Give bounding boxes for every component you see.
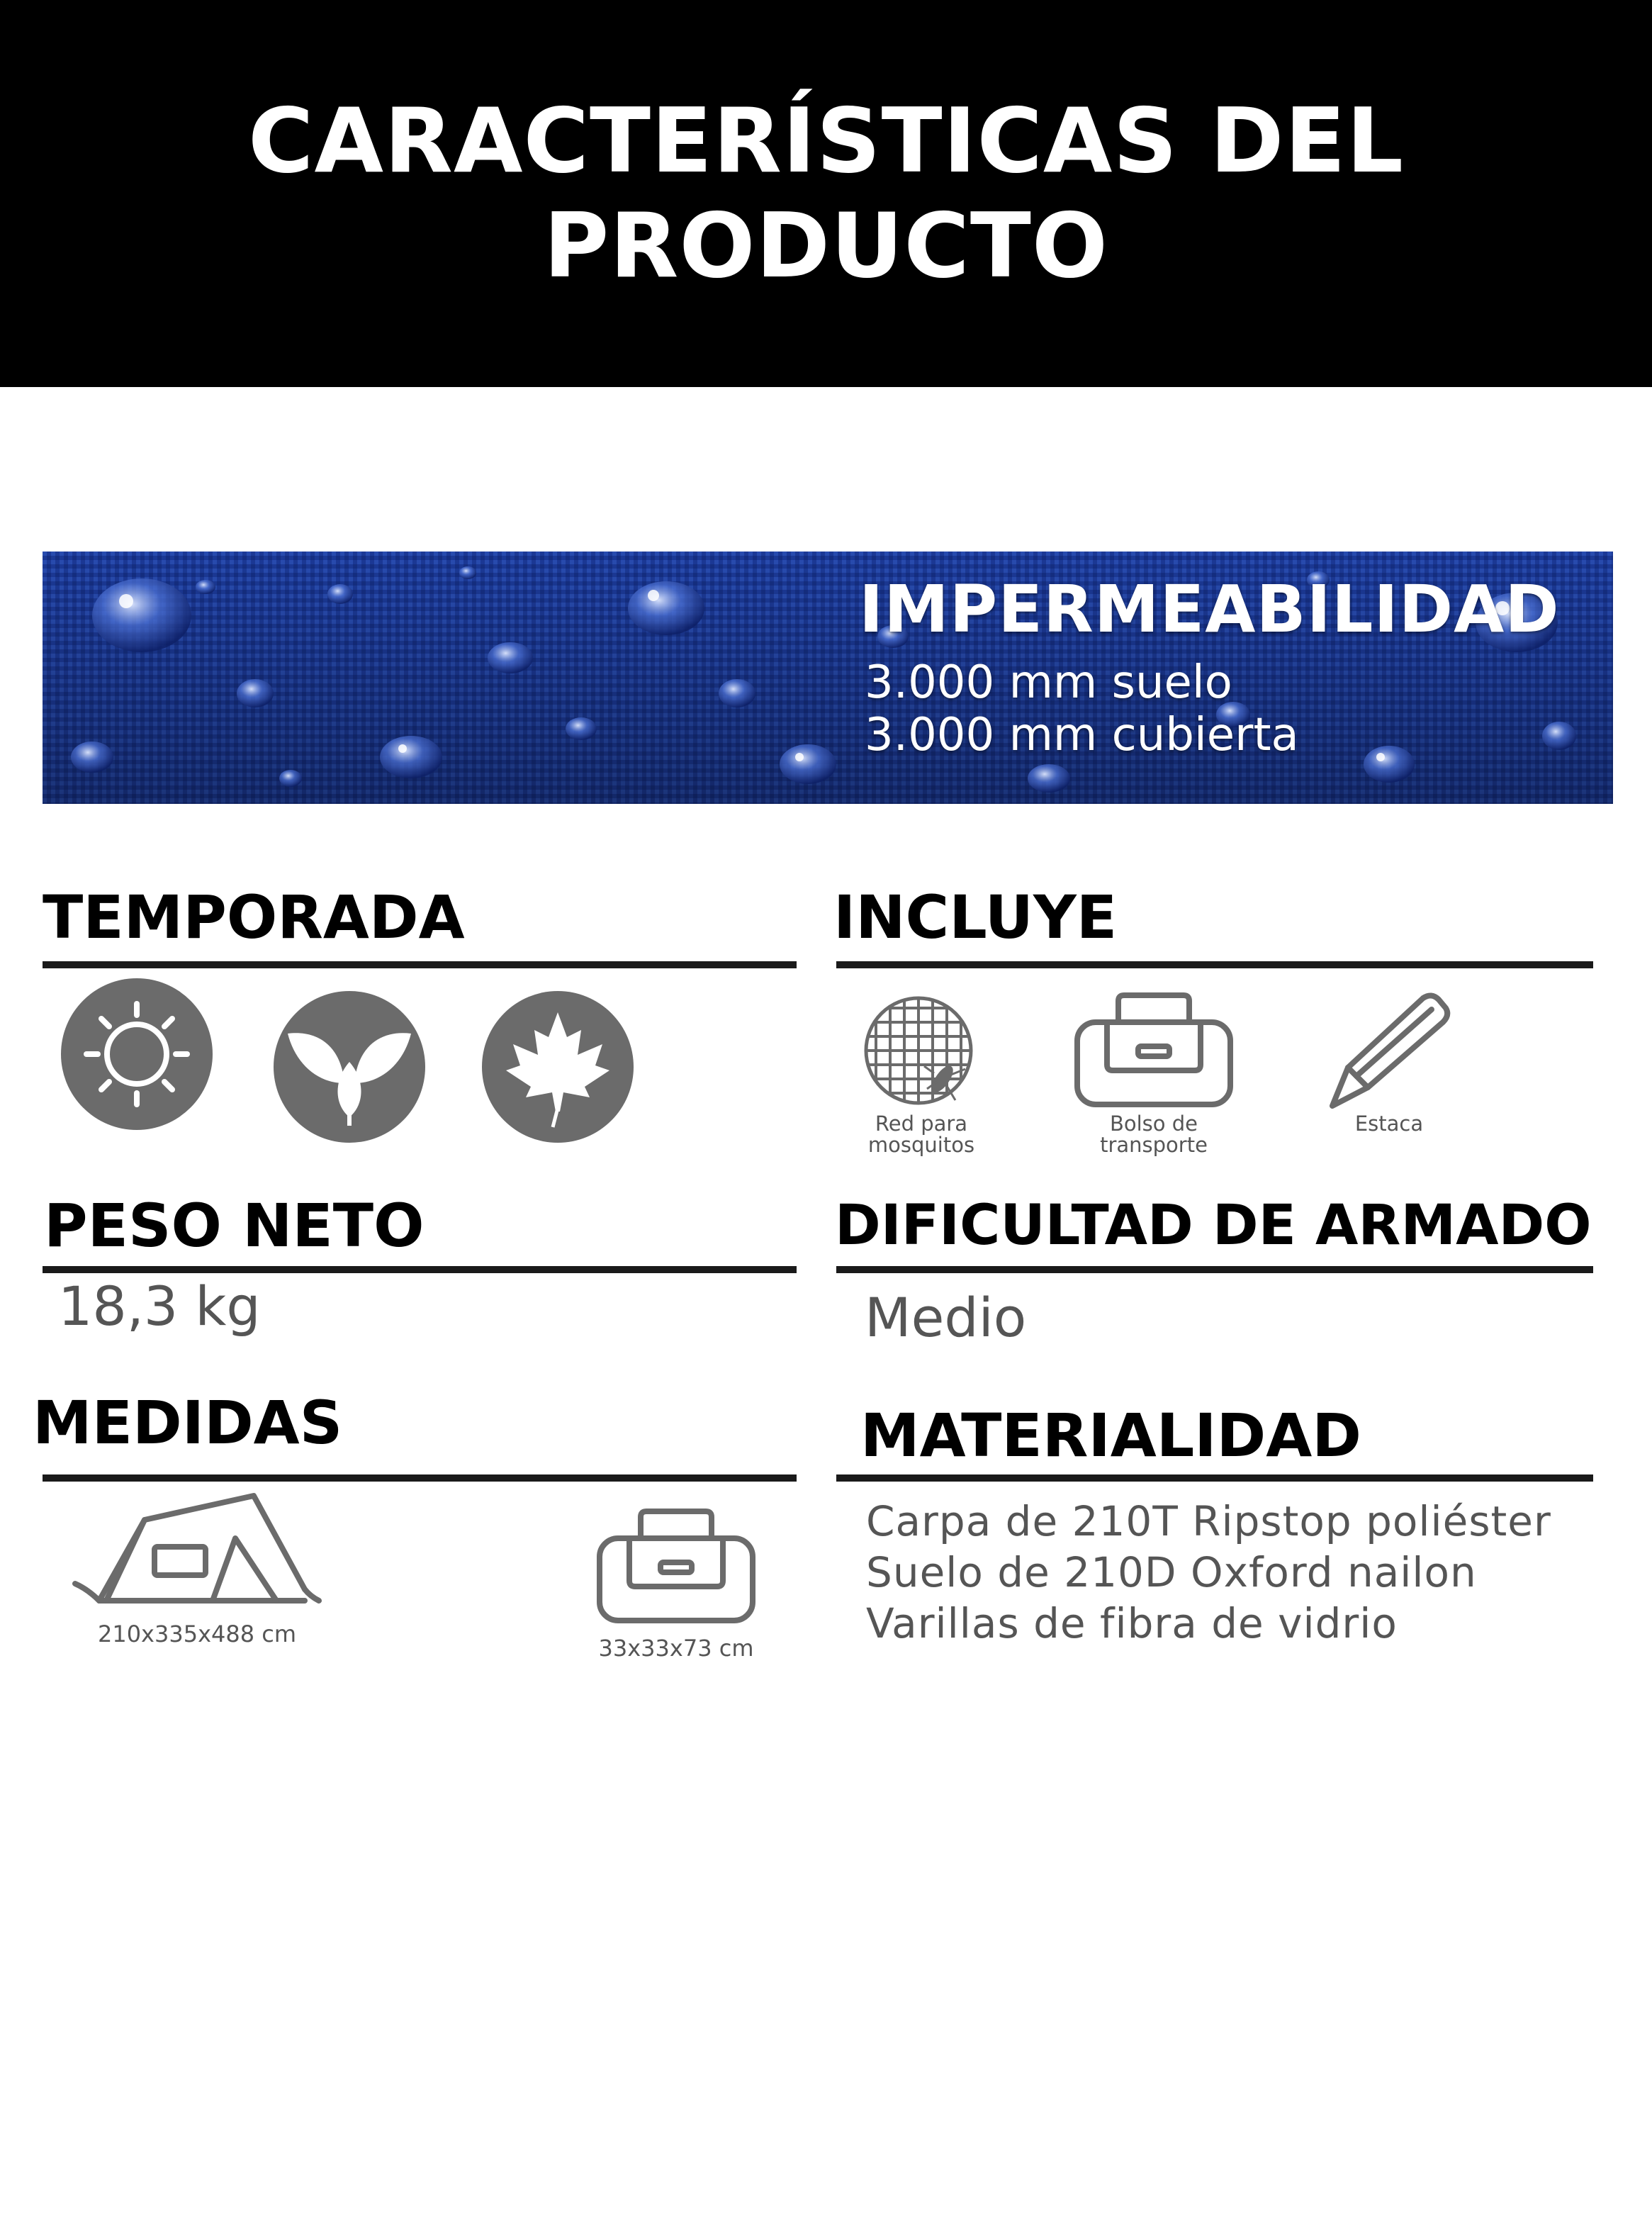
medidas-rule	[43, 1474, 797, 1482]
sun-icon	[61, 978, 213, 1130]
bag-icon	[1073, 991, 1235, 1110]
mosquito-net-label-line1: Red para	[875, 1112, 968, 1136]
bag-size-icon	[595, 1507, 757, 1626]
tent-icon	[71, 1492, 323, 1616]
peso-title: PESO NETO	[44, 1191, 425, 1260]
mosquito-net-label-line2: mosquitos	[867, 1133, 975, 1157]
incluye-rule	[836, 961, 1593, 968]
materialidad-title: MATERIALIDAD	[860, 1401, 1361, 1470]
page-header	[0, 0, 1652, 387]
banner-title: IMPERMEABILIDAD	[859, 571, 1560, 647]
page-title-line1: CARACTERÍSTICAS DEL	[247, 89, 1405, 193]
bag-label	[1076, 1113, 1232, 1155]
bag-label-line1: Bolso de	[1109, 1112, 1198, 1136]
dificultad-value: Medio	[865, 1286, 1027, 1349]
medidas-title: MEDIDAS	[33, 1388, 343, 1457]
material-line-tent: Carpa de 210T Ripstop poliéster	[866, 1497, 1551, 1545]
material-line-rods: Varillas de fibra de vidrio	[866, 1599, 1398, 1647]
stake-label: Estaca	[1354, 1112, 1424, 1136]
banner-line-cover: 3.000 mm cubierta	[865, 709, 1299, 761]
incluye-title: INCLUYE	[833, 883, 1118, 952]
waterproof-banner	[43, 552, 1613, 804]
tent-size-label: 210x335x488 cm	[97, 1621, 297, 1647]
temporada-rule	[43, 961, 797, 968]
dificultad-rule	[836, 1266, 1593, 1273]
material-line-floor: Suelo de 210D Oxford nailon	[866, 1548, 1477, 1596]
temporada-title: TEMPORADA	[43, 883, 465, 952]
bag-size-label: 33x33x73 cm	[598, 1635, 754, 1662]
dificultad-title: DIFICULTAD DE ARMADO	[835, 1194, 1592, 1258]
materialidad-rule	[836, 1474, 1593, 1482]
banner-line-floor: 3.000 mm suelo	[865, 656, 1232, 709]
mosquito-net-label	[843, 1113, 999, 1155]
page-title-line2: PRODUCTO	[544, 194, 1108, 298]
stake-icon	[1325, 991, 1453, 1112]
leaves-icon	[274, 991, 425, 1143]
bag-label-line2: transporte	[1100, 1133, 1208, 1157]
maple-leaf-icon	[482, 991, 634, 1143]
peso-rule	[43, 1266, 797, 1273]
mosquito-net-icon	[863, 995, 977, 1109]
peso-value: 18,3 kg	[58, 1275, 261, 1338]
